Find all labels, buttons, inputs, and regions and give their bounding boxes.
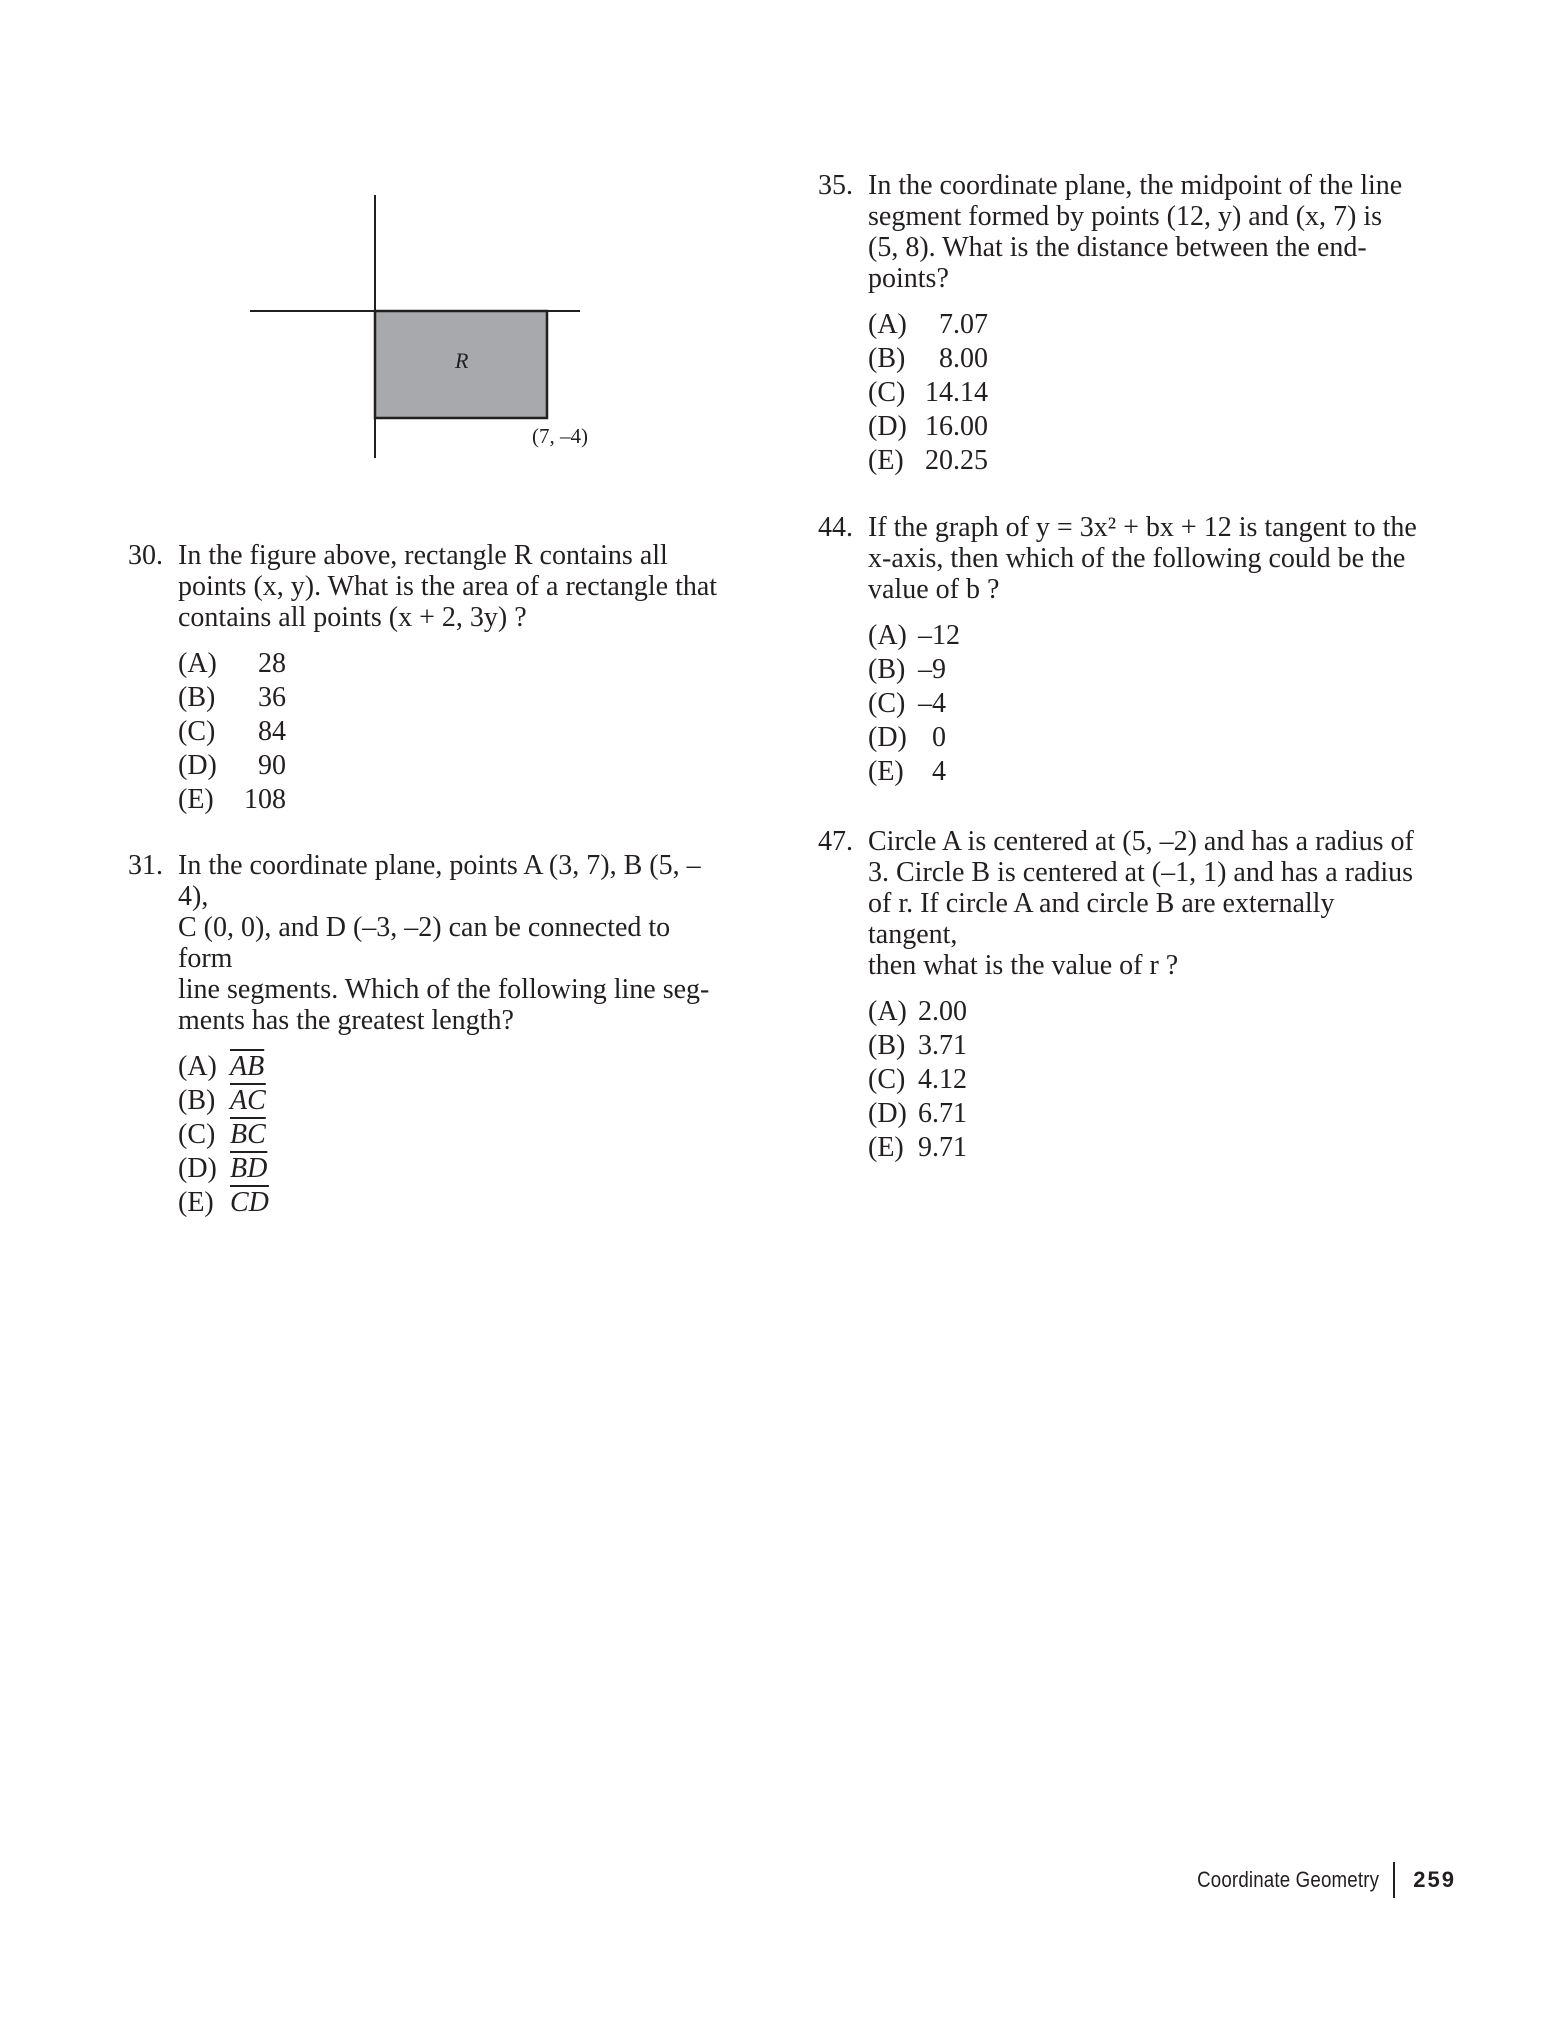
choice-letter: (D) — [868, 411, 907, 442]
question-line: If the graph of y = 3x² + bx + 12 is tangent to the — [868, 512, 1417, 543]
choice-value: 2.00 — [918, 996, 967, 1027]
choice-value: 16.00 — [925, 411, 988, 442]
choice-letter: (A) — [178, 1051, 217, 1082]
choice-c[interactable] — [868, 1063, 1418, 1097]
question-line: In the coordinate plane, the midpoint of the line — [868, 170, 1403, 201]
question-31 — [128, 850, 728, 1220]
segment-value: $\overline{BC}$ — [230, 1119, 266, 1150]
choice-letter: (E) — [868, 756, 904, 787]
segment-value: $\overline{BD}$ — [230, 1153, 268, 1184]
choice-letter: (E) — [178, 784, 214, 815]
question-line: 3. Circle B is centered at (–1, 1) and has a radius — [868, 857, 1414, 888]
question-line: ments has the greatest length? — [178, 1005, 514, 1036]
choice-letter: (E) — [868, 445, 904, 476]
choice-e[interactable] — [178, 1186, 728, 1220]
section-title: Coordinate Geometry — [1197, 1867, 1380, 1892]
question-line: contains all points (x + 2, 3y) ? — [178, 602, 527, 633]
choice-e[interactable] — [868, 1131, 1418, 1165]
question-number: 47. — [818, 826, 853, 857]
choice-d[interactable] — [178, 749, 728, 783]
choice-letter: (C) — [868, 377, 906, 408]
choice-value: 4.12 — [918, 1064, 967, 1095]
choice-a[interactable] — [868, 995, 1418, 1029]
question-line: In the coordinate plane, points A (3, 7), B (5, –4), — [178, 850, 701, 912]
page-footer — [1165, 1862, 1456, 1898]
question-44 — [818, 512, 1418, 789]
question-text — [868, 170, 1418, 294]
choice-e[interactable] — [868, 755, 1418, 789]
question-line: points? — [868, 263, 949, 294]
question-text — [868, 512, 1418, 605]
question-text — [868, 826, 1418, 981]
choice-letter: (A) — [868, 309, 907, 340]
choice-letter: (B) — [178, 682, 216, 713]
corner-coordinate-label: (7, –4) — [532, 424, 588, 448]
choice-letter: (A) — [868, 996, 907, 1027]
choice-value: 36 — [258, 682, 286, 713]
choice-b[interactable] — [868, 653, 1418, 687]
answer-choices — [868, 308, 1418, 478]
choice-e[interactable] — [868, 444, 1418, 478]
choice-letter: (E) — [178, 1187, 214, 1218]
segment-value: $\overline{CD}$ — [230, 1187, 269, 1218]
footer-divider — [1393, 1862, 1395, 1898]
choice-value: –12 — [918, 620, 960, 651]
choice-e[interactable] — [178, 783, 728, 817]
question-line: line segments. Which of the following line seg- — [178, 974, 710, 1005]
choice-letter: (B) — [178, 1085, 216, 1116]
choice-a[interactable] — [868, 619, 1418, 653]
question-line: Circle A is centered at (5, –2) and has a radius of — [868, 826, 1414, 857]
choice-letter: (E) — [868, 1132, 904, 1163]
question-line: value of b ? — [868, 574, 1000, 605]
choice-value: 4 — [932, 756, 946, 787]
question-line: (5, 8). What is the distance between the end- — [868, 232, 1367, 263]
choice-value: 8.00 — [939, 343, 988, 374]
question-35 — [818, 170, 1418, 478]
choice-value: 84 — [258, 716, 286, 747]
choice-value: 7.07 — [939, 309, 988, 340]
choice-a[interactable] — [178, 1050, 728, 1084]
question-line: then what is the value of r ? — [868, 950, 1179, 981]
choice-a[interactable] — [178, 647, 728, 681]
choice-letter: (C) — [868, 1064, 906, 1095]
choice-letter: (D) — [178, 750, 217, 781]
choice-c[interactable] — [868, 687, 1418, 721]
choice-c[interactable] — [178, 1118, 728, 1152]
choice-letter: (B) — [868, 654, 906, 685]
question-text — [178, 850, 728, 1036]
choice-b[interactable] — [868, 1029, 1418, 1063]
question-number: 44. — [818, 512, 853, 543]
page-number: 259 — [1413, 1867, 1456, 1892]
question-number: 35. — [818, 170, 853, 201]
answer-choices — [178, 647, 728, 817]
choice-letter: (C) — [868, 688, 906, 719]
choice-value: –9 — [918, 654, 946, 685]
choice-letter: (D) — [868, 1098, 907, 1129]
choice-c[interactable] — [868, 376, 1418, 410]
choice-b[interactable] — [178, 1084, 728, 1118]
question-line: of r. If circle A and circle B are externally tangent, — [868, 888, 1335, 950]
segment-value: $\overline{AB}$ — [230, 1051, 265, 1082]
question-line: In the figure above, rectangle R contains all — [178, 540, 668, 571]
choice-value: –4 — [918, 688, 946, 719]
answer-choices — [868, 995, 1418, 1165]
choice-c[interactable] — [178, 715, 728, 749]
choice-letter: (D) — [178, 1153, 217, 1184]
question-line: C (0, 0), and D (–3, –2) can be connected to form — [178, 912, 671, 974]
question-47 — [818, 826, 1418, 1165]
choice-b[interactable] — [178, 681, 728, 715]
choice-value: 6.71 — [918, 1098, 967, 1129]
choice-d[interactable] — [178, 1152, 728, 1186]
question-text — [178, 540, 728, 633]
choice-value: 28 — [258, 648, 286, 679]
choice-letter: (B) — [868, 343, 906, 374]
coordinate-axes-diagram — [240, 190, 600, 470]
choice-d[interactable] — [868, 721, 1418, 755]
choice-d[interactable] — [868, 1097, 1418, 1131]
answer-choices — [178, 1050, 728, 1220]
question-line: x-axis, then which of the following could be the — [868, 543, 1406, 574]
choice-value: 90 — [258, 750, 286, 781]
question-30 — [128, 540, 728, 817]
question-number: 30. — [128, 540, 163, 571]
choice-b[interactable] — [868, 342, 1418, 376]
choice-letter: (C) — [178, 716, 216, 747]
choice-d[interactable] — [868, 410, 1418, 444]
choice-value: 108 — [244, 784, 286, 815]
choice-value: 20.25 — [925, 445, 988, 476]
rectangle-label: R — [455, 348, 469, 373]
choice-value: 9.71 — [918, 1132, 967, 1163]
choice-letter: (D) — [868, 722, 907, 753]
choice-value: 3.71 — [918, 1030, 967, 1061]
rectangle-figure — [240, 190, 600, 470]
question-line: segment formed by points (12, y) and (x, 7) is — [868, 201, 1383, 232]
choice-letter: (A) — [868, 620, 907, 651]
question-line: points (x, y). What is the area of a rectangle that — [178, 571, 718, 602]
question-number: 31. — [128, 850, 163, 881]
answer-choices — [868, 619, 1418, 789]
choice-value: 0 — [932, 722, 946, 753]
choice-value: 14.14 — [925, 377, 988, 408]
choice-letter: (C) — [178, 1119, 216, 1150]
choice-letter: (A) — [178, 648, 217, 679]
choice-letter: (B) — [868, 1030, 906, 1061]
choice-a[interactable] — [868, 308, 1418, 342]
segment-value: $\overline{AC}$ — [230, 1085, 266, 1116]
